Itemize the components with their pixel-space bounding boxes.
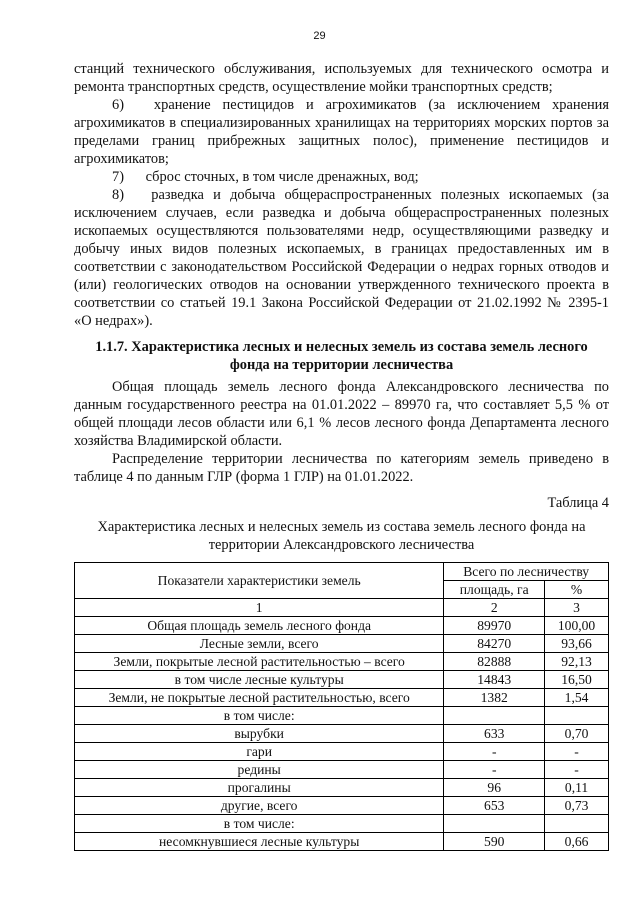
table-row — [75, 671, 609, 689]
list-item-number: 6) — [112, 97, 124, 113]
row-label: Земли, не покрытые лесной растительностью, всего — [75, 689, 444, 707]
header-total-group: Всего по лесничеству — [444, 563, 609, 581]
table-row — [75, 617, 609, 635]
row-area: 96 — [444, 779, 545, 797]
row-label: прогалины — [75, 779, 444, 797]
table-title: Характеристика лесных и нелесных земель из состава земель лесного фонда на территории Александровского лесничества — [97, 519, 586, 553]
row-percent — [545, 707, 609, 725]
header-indicators: Показатели характеристики земель — [75, 563, 444, 599]
row-area: 653 — [444, 797, 545, 815]
table-row — [75, 797, 609, 815]
row-percent: - — [545, 743, 609, 761]
row-label: Общая площадь земель лесного фонда — [75, 617, 444, 635]
row-percent: 1,54 — [545, 689, 609, 707]
list-item-number: 8) — [112, 187, 124, 203]
table-row — [75, 779, 609, 797]
row-percent: 0,70 — [545, 725, 609, 743]
list-item-text: хранение пестицидов и агрохимикатов (за исключением хранения агрохимикатов в специализированных хранилищах на территориях морских портов за пределами границ прибрежных защитных полос), применение пестицидов и агрохимикатов; — [74, 97, 609, 167]
row-label: Земли, покрытые лесной растительностью – всего — [75, 653, 444, 671]
row-percent: 100,00 — [545, 617, 609, 635]
row-area: 84270 — [444, 635, 545, 653]
row-label: в том числе лесные культуры — [75, 671, 444, 689]
row-percent: - — [545, 761, 609, 779]
row-label: другие, всего — [75, 797, 444, 815]
table-row — [75, 833, 609, 851]
row-label: редины — [75, 761, 444, 779]
list-item-8 — [74, 186, 609, 330]
table-header-row — [75, 563, 609, 581]
column-number: 2 — [444, 599, 545, 617]
column-number: 1 — [75, 599, 444, 617]
list-item-6 — [74, 96, 609, 168]
row-percent: 0,66 — [545, 833, 609, 851]
row-percent: 0,11 — [545, 779, 609, 797]
column-number: 3 — [545, 599, 609, 617]
table-row — [75, 689, 609, 707]
table-caption: Таблица 4 — [547, 495, 609, 511]
table-row — [75, 707, 609, 725]
row-label: вырубки — [75, 725, 444, 743]
table-row — [75, 725, 609, 743]
row-area: 14843 — [444, 671, 545, 689]
list-item-7 — [74, 168, 609, 186]
row-area: 633 — [444, 725, 545, 743]
row-label: Лесные земли, всего — [75, 635, 444, 653]
body-paragraph-1: Общая площадь земель лесного фонда Александровского лесничества по данным государственного реестра на 01.01.2022 – 89970 га, что составляет 5,5 % от общей площади лесов области или 6,1 % лесов лесного фонда Департамента лесного хозяйства Владимирской области. — [74, 379, 609, 449]
row-label: гари — [75, 743, 444, 761]
document-body — [74, 60, 609, 851]
row-percent — [545, 815, 609, 833]
row-area: - — [444, 761, 545, 779]
row-percent: 93,66 — [545, 635, 609, 653]
table-row — [75, 635, 609, 653]
row-percent: 0,73 — [545, 797, 609, 815]
table-column-numbers-row — [75, 599, 609, 617]
header-percent: % — [545, 581, 609, 599]
land-characteristics-table — [74, 562, 609, 851]
list-item-text: разведка и добыча общераспространенных полезных ископаемых (за исключением случаев, если разведка и добыча общераспространенных полезных ископаемых осуществляются пользователями недр, осуществляющими разведку и добычу иных видов полезных ископаемых, в границах предоставленных им в соответствии с законодательством Российской Федерации о недрах горных отводов и (или) геологических отводов на основании утвержденного технического проекта в соответствии со статьей 19.1 Закона Российской Федерации от 21.02.1992 № 2395-1 «О недрах»). — [74, 187, 609, 329]
row-label: в том числе: — [75, 815, 444, 833]
section-heading: 1.1.7. Характеристика лесных и нелесных земель из состава земель лесного фонда на территории лесничества — [95, 339, 588, 373]
row-area — [444, 815, 545, 833]
row-label: несомкнувшиеся лесные культуры — [75, 833, 444, 851]
table-row — [75, 653, 609, 671]
row-area — [444, 707, 545, 725]
row-area: 590 — [444, 833, 545, 851]
paragraph-continuation: станций технического обслуживания, используемых для технического осмотра и ремонта транспортных средств, осуществление мойки транспортных средств; — [74, 61, 609, 95]
row-label: в том числе: — [75, 707, 444, 725]
row-area: 89970 — [444, 617, 545, 635]
row-percent: 16,50 — [545, 671, 609, 689]
body-paragraph-2: Распределение территории лесничества по категориям земель приведено в таблице 4 по данным ГЛР (форма 1 ГЛР) на 01.01.2022. — [74, 451, 609, 485]
row-percent: 92,13 — [545, 653, 609, 671]
row-area: - — [444, 743, 545, 761]
row-area: 82888 — [444, 653, 545, 671]
list-item-number: 7) — [112, 169, 124, 185]
row-area: 1382 — [444, 689, 545, 707]
list-item-text: сброс сточных, в том числе дренажных, вод; — [145, 169, 419, 185]
table-row — [75, 815, 609, 833]
header-area: площадь, га — [444, 581, 545, 599]
page-number: 29 — [313, 30, 326, 42]
table-row — [75, 743, 609, 761]
table-row — [75, 761, 609, 779]
